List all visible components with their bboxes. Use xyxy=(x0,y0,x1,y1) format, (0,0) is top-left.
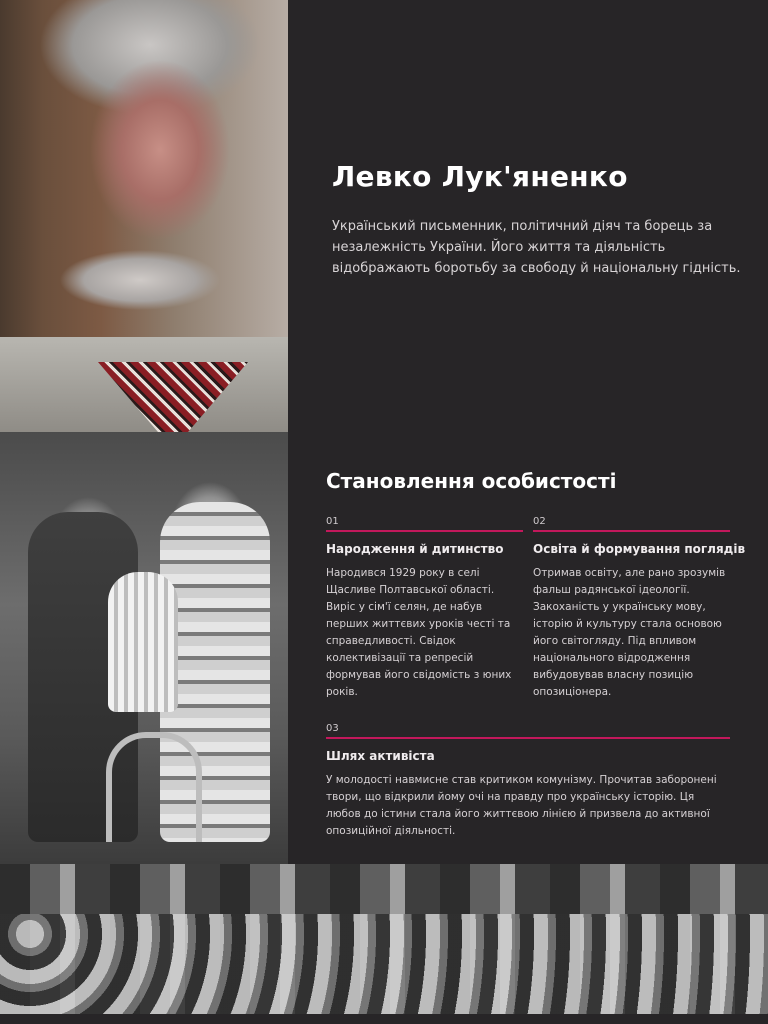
portrait-photo xyxy=(0,0,288,432)
family-photo xyxy=(0,432,288,864)
card-text: У молодості навмисне став критиком комунізму. Прочитав заборонені твори, що відкрили йому очі на правду про українську історію. Ця любов до істини стала його життєвою лінією й призвела до активної опозиційної діяльності. xyxy=(326,774,717,837)
hero-description: Український письменник, політичний діяч та борець за незалежність України. Його життя та діяльність відображають боротьбу за свободу й національну гідність. xyxy=(332,219,741,276)
section-title: Становлення особистості xyxy=(326,469,617,493)
parade-photo xyxy=(0,864,768,1014)
card-activist-path xyxy=(326,722,730,840)
card-title: Освіта й формування поглядів xyxy=(533,542,746,556)
family-photo-child xyxy=(108,572,178,712)
page-title: Левко Лук'яненко xyxy=(332,160,628,193)
card-divider xyxy=(326,737,730,739)
family-photo-stool xyxy=(106,732,202,842)
card-divider xyxy=(533,530,730,532)
bottom-bar xyxy=(0,1014,768,1024)
card-title: Шлях активіста xyxy=(326,749,435,763)
card-divider xyxy=(326,530,523,532)
card-text: Народився 1929 року в селі Щасливе Полтавської області. Виріс у сім'ї селян, де набув перших життєвих уроків честі та справедливості. Свідок колективізації та репресій формував його свідомість з юних років. xyxy=(326,567,512,698)
card-number: 03 xyxy=(326,723,339,734)
parade-crowd xyxy=(0,914,768,1014)
card-title: Народження й дитинство xyxy=(326,542,504,556)
card-birth-childhood xyxy=(326,515,523,701)
card-education-views xyxy=(533,515,746,701)
card-number: 02 xyxy=(533,516,546,527)
card-number: 01 xyxy=(326,516,339,527)
card-text: Отримав освіту, але рано зрозумів фальш радянської ідеології. Закоханість у українську мову, історію й культуру стала основою його світогляду. Під впливом національного відродження вибудовував власну позицію опозиціонера. xyxy=(533,567,726,698)
